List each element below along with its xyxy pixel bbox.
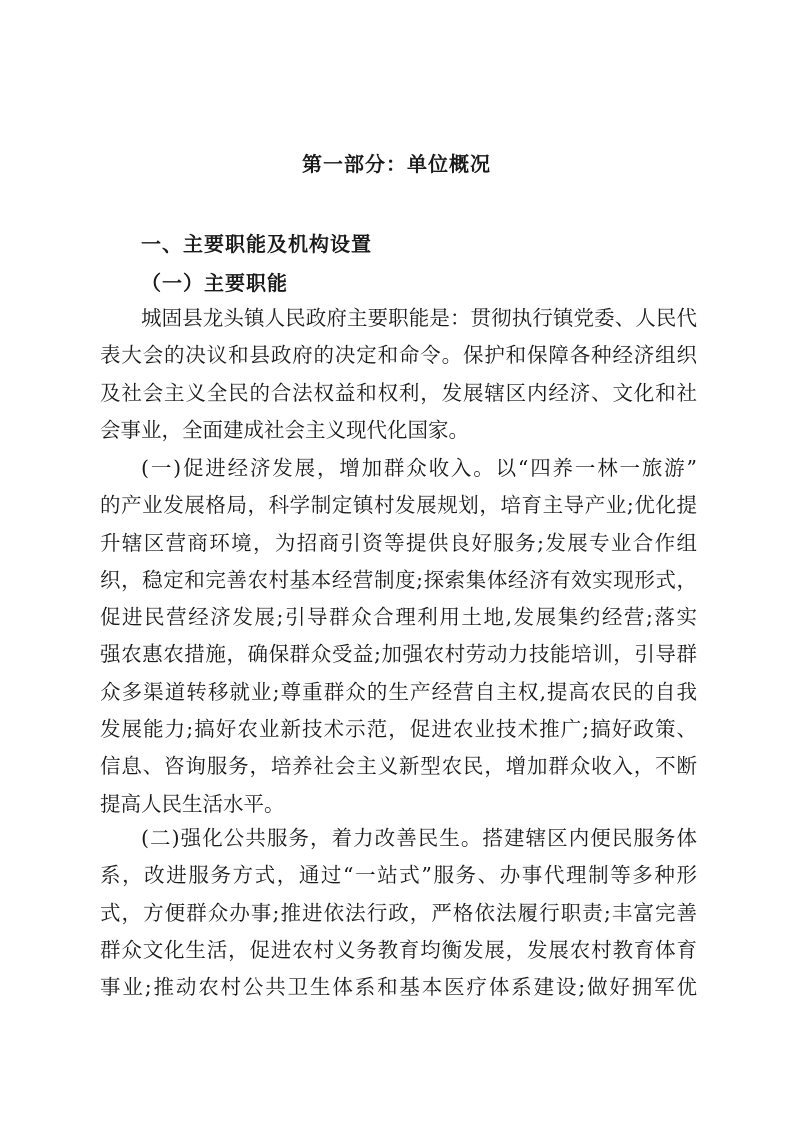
- paragraph-line: 及社会主义全民的合法权益和权利，发展辖区内经济、文化和社: [100, 380, 697, 405]
- paragraph-line: 表大会的决议和县政府的决定和命令。保护和保障各种经济组织: [100, 343, 697, 368]
- paragraph-line: (一)促进经济发展，增加群众收入。以“四养一林一旅游”: [141, 456, 697, 480]
- section-heading: 一、主要职能及机构设置: [141, 232, 372, 256]
- paragraph-line: 城固县龙头镇人民政府主要职能是：贯彻执行镇党委、人民代: [141, 306, 697, 330]
- page-title: 第一部分：单位概况: [302, 152, 491, 176]
- paragraph-line: 事业;推动农村公共卫生体系和基本医疗体系建设;做好拥军优: [100, 975, 697, 1000]
- paragraph-line: 织，稳定和完善农村基本经营制度;探索集体经济有效实现形式，: [100, 567, 697, 592]
- paragraph-line: 会事业，全面建成社会主义现代化国家。: [100, 417, 469, 442]
- paragraph-line: 的产业发展格局，科学制定镇村发展规划，培育主导产业;优化提: [100, 493, 697, 518]
- paragraph-line: 系，改进服务方式，通过“一站式”服务、办事代理制等多种形: [100, 863, 697, 888]
- paragraph-line: 发展能力;搞好农业新技术示范，促进农业技术推广;搞好政策、: [100, 717, 697, 742]
- paragraph-line: 提高人民生活水平。: [100, 791, 285, 816]
- paragraph-line: 信息、咨询服务，培养社会主义新型农民，增加群众收入，不断: [100, 754, 697, 779]
- paragraph-line: 促进民营经济发展;引导群众合理利用土地,发展集约经营;落实: [100, 605, 697, 630]
- paragraph-line: 群众文化生活，促进农村义务教育均衡发展，发展农村教育体育: [100, 937, 697, 962]
- paragraph-main-functions: [100, 300, 697, 449]
- paragraph-economic-development: [100, 450, 697, 823]
- paragraph-line: 式，方便群众办事;推进依法行政，严格依法履行职责;丰富完善: [100, 900, 697, 925]
- subsection-heading: （一）主要职能: [141, 271, 288, 295]
- paragraph-public-services: [100, 820, 697, 1006]
- paragraph-line: 强农惠农措施，确保群众受益;加强农村劳动力技能培训，引导群: [100, 642, 697, 667]
- paragraph-line: 众多渠道转移就业;尊重群众的生产经营自主权,提高农民的自我: [100, 679, 697, 704]
- paragraph-line: 升辖区营商环境，为招商引资等提供良好服务;发展专业合作组: [100, 530, 697, 555]
- paragraph-line: (二)强化公共服务，着力改善民生。搭建辖区内便民服务体: [141, 826, 697, 850]
